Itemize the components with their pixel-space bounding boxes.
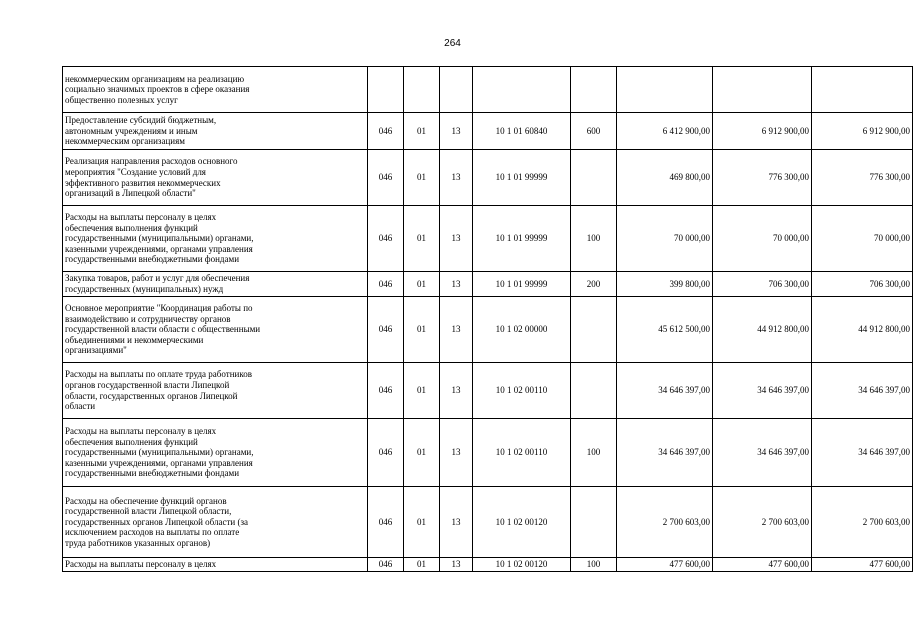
amount-year1-cell: 6 412 900,00 [617, 113, 713, 150]
subsection-code-cell: 13 [440, 487, 473, 558]
section-code-cell: 01 [404, 113, 440, 150]
amount-year2-cell: 776 300,00 [713, 150, 812, 206]
expense-type-cell: 200 [571, 272, 617, 297]
grbs-code-cell: 046 [368, 272, 404, 297]
section-code-cell: 01 [404, 206, 440, 272]
grbs-code-cell: 046 [368, 150, 404, 206]
table-row [63, 150, 913, 206]
amount-year2-cell: 2 700 603,00 [713, 487, 812, 558]
amount-year3-cell: 477 600,00 [812, 558, 913, 572]
subsection-code-cell: 13 [440, 113, 473, 150]
amount-year1-cell: 45 612 500,00 [617, 297, 713, 363]
target-article-cell: 10 1 01 99999 [473, 150, 571, 206]
amount-year1-cell: 2 700 603,00 [617, 487, 713, 558]
subsection-code-cell: 13 [440, 206, 473, 272]
target-article-cell: 10 1 02 00120 [473, 558, 571, 572]
target-article-cell [473, 67, 571, 113]
section-code-cell: 01 [404, 419, 440, 487]
grbs-code-cell: 046 [368, 487, 404, 558]
subsection-code-cell: 13 [440, 419, 473, 487]
section-code-cell: 01 [404, 297, 440, 363]
amount-year3-cell: 2 700 603,00 [812, 487, 913, 558]
amount-year1-cell: 70 000,00 [617, 206, 713, 272]
target-article-cell: 10 1 02 00000 [473, 297, 571, 363]
section-code-cell: 01 [404, 487, 440, 558]
expense-type-cell: 100 [571, 558, 617, 572]
amount-year3-cell: 70 000,00 [812, 206, 913, 272]
table-row [63, 419, 913, 487]
amount-year3-cell: 34 646 397,00 [812, 363, 913, 419]
expense-type-cell: 100 [571, 419, 617, 487]
amount-year3-cell: 34 646 397,00 [812, 419, 913, 487]
subsection-code-cell: 13 [440, 272, 473, 297]
target-article-cell: 10 1 02 00110 [473, 363, 571, 419]
target-article-cell: 10 1 02 00120 [473, 487, 571, 558]
amount-year1-cell: 477 600,00 [617, 558, 713, 572]
amount-year1-cell: 34 646 397,00 [617, 363, 713, 419]
amount-year3-cell [812, 67, 913, 113]
expense-type-cell [571, 487, 617, 558]
expense-type-cell: 600 [571, 113, 617, 150]
section-code-cell: 01 [404, 363, 440, 419]
table-row [63, 558, 913, 572]
table-row [63, 363, 913, 419]
expense-type-cell [571, 297, 617, 363]
amount-year2-cell: 34 646 397,00 [713, 419, 812, 487]
page-number: 264 [444, 38, 461, 49]
amount-year2-cell: 6 912 900,00 [713, 113, 812, 150]
row-name-cell: Расходы на выплаты персоналу в целях [63, 558, 368, 572]
section-code-cell [404, 67, 440, 113]
amount-year1-cell: 469 800,00 [617, 150, 713, 206]
amount-year2-cell: 70 000,00 [713, 206, 812, 272]
target-article-cell: 10 1 01 99999 [473, 206, 571, 272]
row-name-cell: Закупка товаров, работ и услуг для обеспечения государственных (муниципальных) нужд [63, 272, 368, 297]
table-row [63, 297, 913, 363]
amount-year2-cell: 706 300,00 [713, 272, 812, 297]
grbs-code-cell: 046 [368, 206, 404, 272]
expense-type-cell [571, 150, 617, 206]
expense-type-cell [571, 67, 617, 113]
table-row [63, 67, 913, 113]
row-name-cell: Основное мероприятие "Координация работы по взаимодействию и сотрудничеству органов государственной власти области с общественными объединениями и некоммерческими организациями" [63, 297, 368, 363]
amount-year2-cell: 44 912 800,00 [713, 297, 812, 363]
amount-year3-cell: 6 912 900,00 [812, 113, 913, 150]
amount-year1-cell: 34 646 397,00 [617, 419, 713, 487]
table-row [63, 113, 913, 150]
grbs-code-cell: 046 [368, 363, 404, 419]
target-article-cell: 10 1 01 99999 [473, 272, 571, 297]
amount-year1-cell [617, 67, 713, 113]
row-name-cell: некоммерческим организациям на реализацию социально значимых проектов в сфере оказания общественно полезных услуг [63, 67, 368, 113]
row-name-cell: Расходы на обеспечение функций органов государственной власти Липецкой области, государственных органов Липецкой области (за исключением расходов на выплаты по оплате труда работников указанных органов) [63, 487, 368, 558]
row-name-cell: Расходы на выплаты персоналу в целях обеспечения выполнения функций государственными (муниципальными) органами, казенными учреждениями, органами управления государственными внебюджетными фондами [63, 206, 368, 272]
amount-year3-cell: 706 300,00 [812, 272, 913, 297]
expense-type-cell [571, 363, 617, 419]
subsection-code-cell: 13 [440, 558, 473, 572]
table-row [63, 272, 913, 297]
subsection-code-cell [440, 67, 473, 113]
target-article-cell: 10 1 02 00110 [473, 419, 571, 487]
expense-type-cell: 100 [571, 206, 617, 272]
amount-year1-cell: 399 800,00 [617, 272, 713, 297]
section-code-cell: 01 [404, 272, 440, 297]
budget-table [62, 66, 913, 572]
amount-year2-cell [713, 67, 812, 113]
row-name-cell: Расходы на выплаты персоналу в целях обеспечения выполнения функций государственными (муниципальными) органами, казенными учреждениями, органами управления государственными внебюджетными фондами [63, 419, 368, 487]
amount-year3-cell: 776 300,00 [812, 150, 913, 206]
amount-year2-cell: 477 600,00 [713, 558, 812, 572]
subsection-code-cell: 13 [440, 363, 473, 419]
amount-year3-cell: 44 912 800,00 [812, 297, 913, 363]
row-name-cell: Предоставление субсидий бюджетным, автономным учреждениям и иным некоммерческим организациям [63, 113, 368, 150]
amount-year2-cell: 34 646 397,00 [713, 363, 812, 419]
grbs-code-cell: 046 [368, 113, 404, 150]
section-code-cell: 01 [404, 150, 440, 206]
table-row [63, 487, 913, 558]
subsection-code-cell: 13 [440, 297, 473, 363]
row-name-cell: Расходы на выплаты по оплате труда работников органов государственной власти Липецкой области, государственных органов Липецкой области [63, 363, 368, 419]
grbs-code-cell: 046 [368, 297, 404, 363]
budget-rows [63, 67, 913, 572]
grbs-code-cell: 046 [368, 419, 404, 487]
table-row [63, 206, 913, 272]
row-name-cell: Реализация направления расходов основного мероприятия "Создание условий для эффективного развития некоммерческих организаций в Липецкой области" [63, 150, 368, 206]
grbs-code-cell: 046 [368, 558, 404, 572]
target-article-cell: 10 1 01 60840 [473, 113, 571, 150]
section-code-cell: 01 [404, 558, 440, 572]
grbs-code-cell [368, 67, 404, 113]
subsection-code-cell: 13 [440, 150, 473, 206]
